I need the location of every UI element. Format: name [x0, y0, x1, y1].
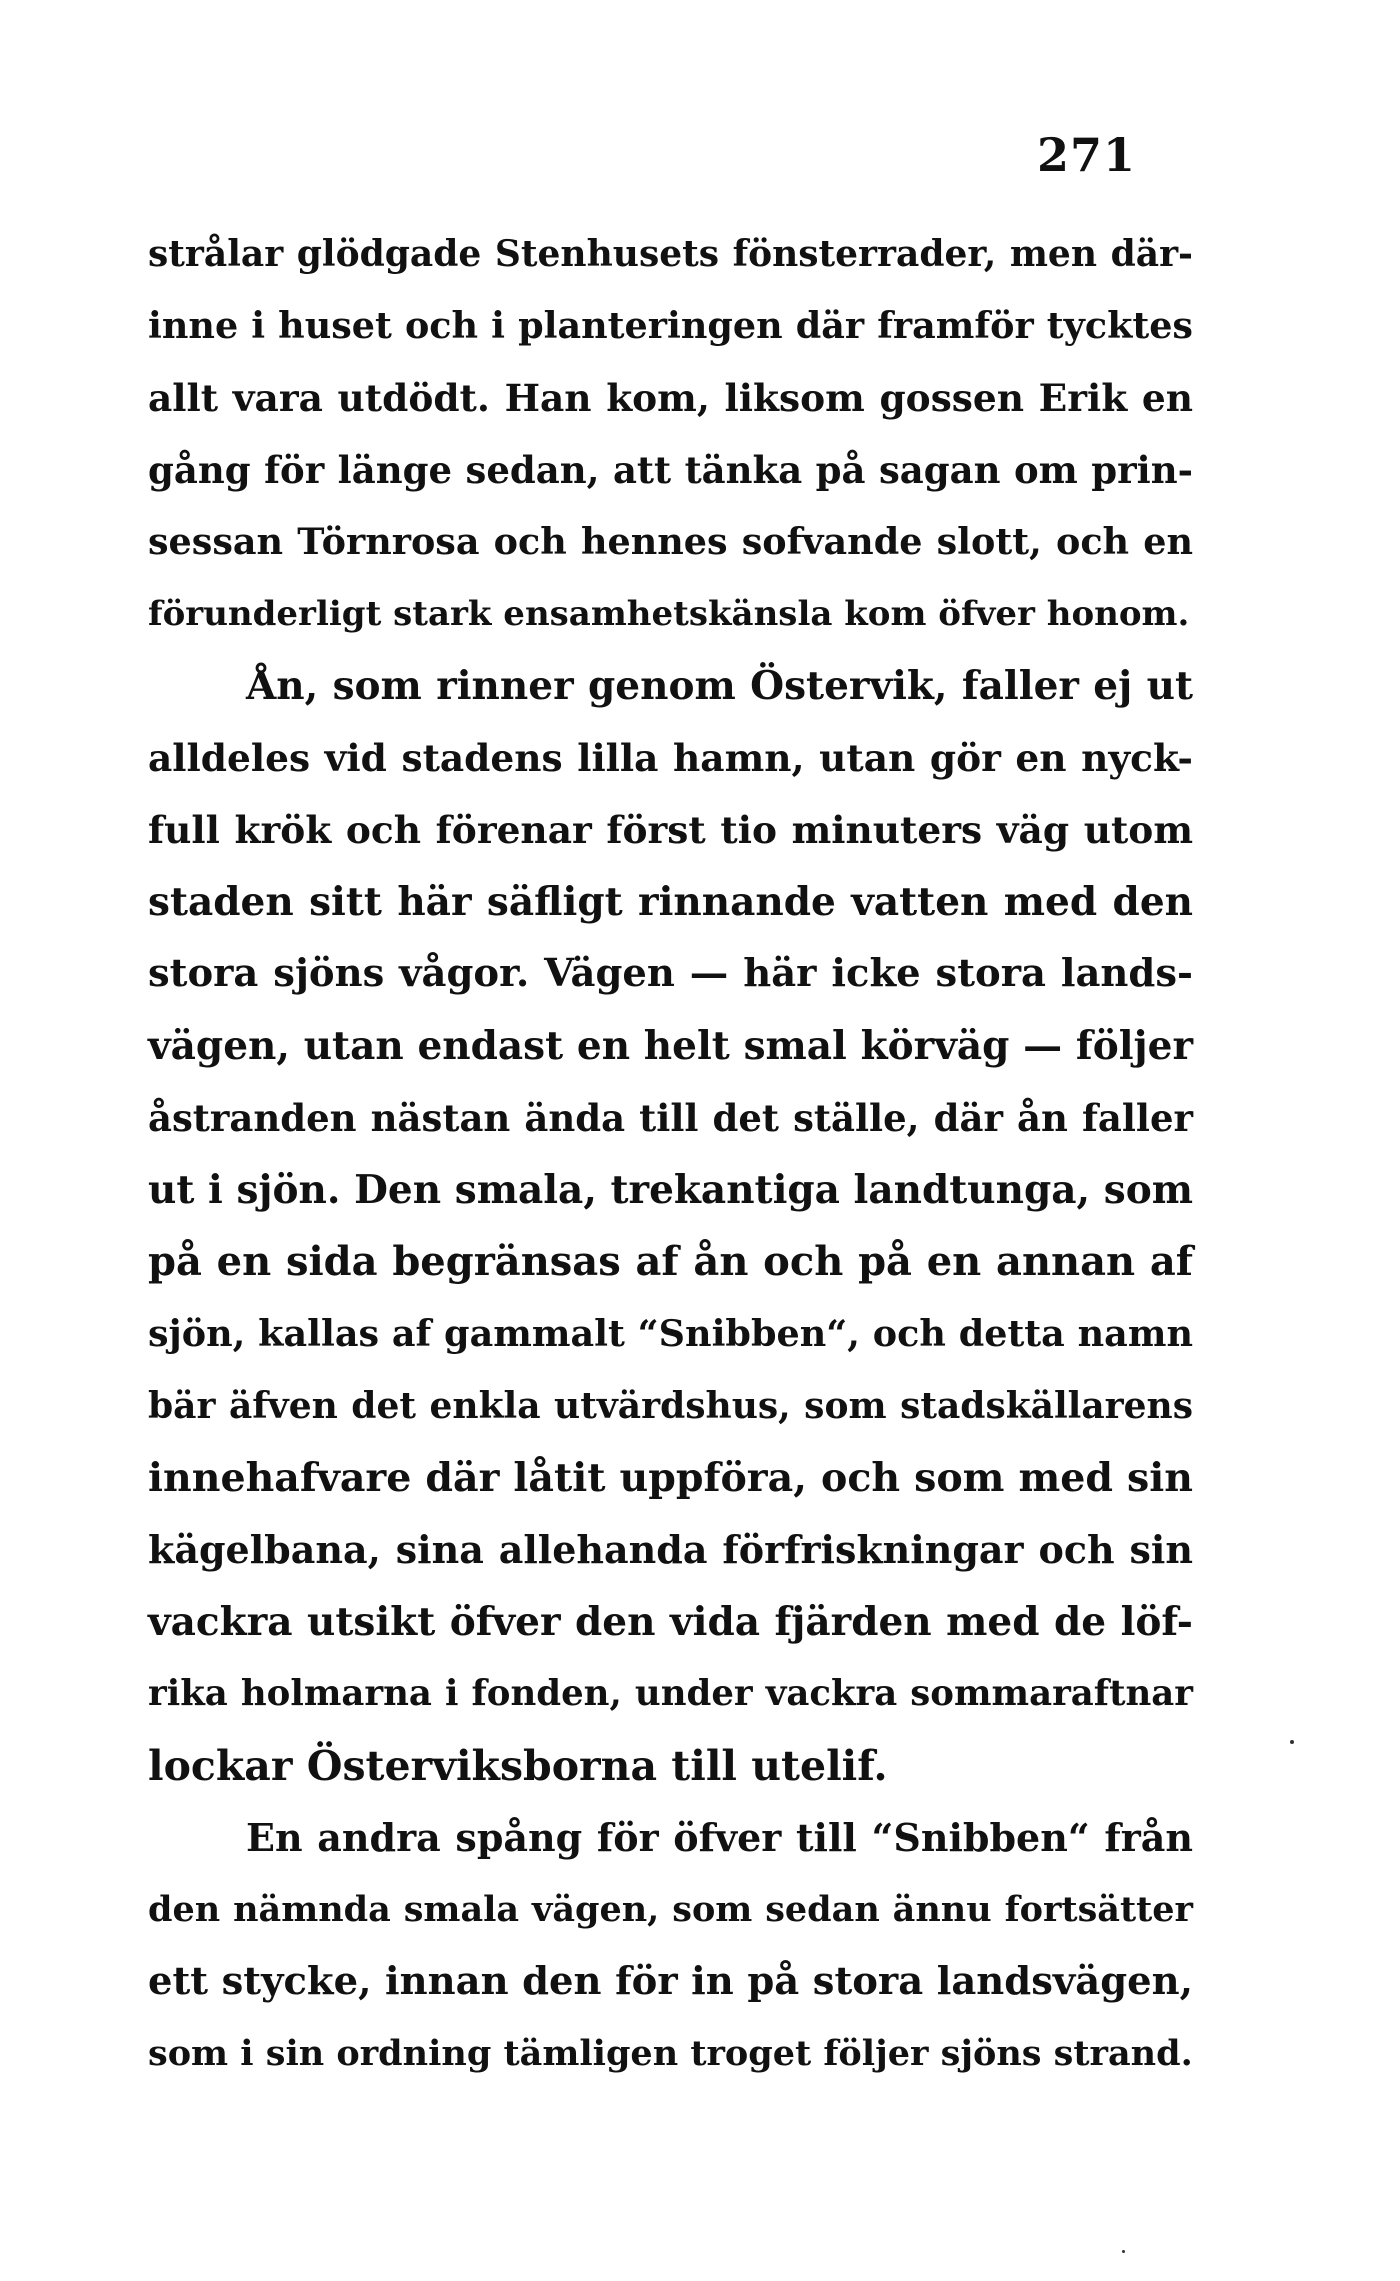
text-line: sessan Törnrosa och hennes sofvande slott, och en — [148, 520, 1193, 563]
text-line: inne i huset och i planteringen där framför tycktes — [148, 304, 1193, 347]
text-line: stora sjöns vågor. Vägen — här icke stora lands- — [148, 951, 1193, 996]
text-line: bär äfven det enkla utvärdshus, som stadskällarens — [148, 1385, 1193, 1427]
text-line: alldeles vid stadens lilla hamn, utan gör en nyck- — [148, 736, 1193, 780]
text-line: full krök och förenar först tio minuters väg utom — [148, 808, 1193, 852]
text-line: på en sida begränsas af ån och på en annan af — [148, 1238, 1193, 1285]
text-line: rika holmarna i fonden, under vackra sommaraftnar — [148, 1673, 1193, 1714]
paragraph-first-line: Ån, som rinner genom Östervik, faller ej ut — [246, 663, 1193, 709]
text-line: åstranden nästan ända till det ställe, där ån faller — [148, 1096, 1193, 1140]
text-line: vägen, utan endast en helt smal körväg — följer — [148, 1023, 1193, 1069]
text-line: ut i sjön. Den smala, trekantiga landtunga, som — [148, 1167, 1193, 1213]
text-line: gång för länge sedan, att tänka på sagan om prin- — [148, 448, 1193, 492]
text-line: som i sin ordning tämligen troget följer sjöns strand. — [148, 2033, 1193, 2074]
text-line: innehafvare där låtit uppföra, och som med sin — [148, 1455, 1193, 1501]
paper-speck — [1122, 2250, 1125, 2253]
text-line: vackra utsikt öfver den vida fjärden med de löf- — [148, 1599, 1193, 1645]
text-line: allt vara utdödt. Han kom, liksom gossen Erik en — [148, 376, 1193, 420]
text-line: den nämnda smala vägen, som sedan ännu fortsätter — [148, 1889, 1193, 1930]
paragraph-first-line: En andra spång för öfver till “Snibben“ från — [246, 1815, 1193, 1860]
body-text — [148, 218, 1193, 2090]
text-line: lockar Österviksborna till utelif. — [148, 1742, 888, 1790]
paper-speck — [1290, 1740, 1294, 1744]
text-line: staden sitt här säfligt rinnande vatten med den — [148, 879, 1193, 925]
text-line: sjön, kallas af gammalt “Snibben“, och detta namn — [148, 1312, 1193, 1355]
text-line: förunderligt stark ensamhetskänsla kom öfver honom. — [148, 594, 1190, 634]
text-line: ett stycke, innan den för in på stora landsvägen, — [148, 1959, 1193, 2004]
text-line: strålar glödgade Stenhusets fönsterrader, men där- — [148, 233, 1193, 275]
page-number: 271 — [1036, 128, 1136, 182]
text-line: kägelbana, sina allehanda förfriskningar och sin — [148, 1527, 1193, 1572]
